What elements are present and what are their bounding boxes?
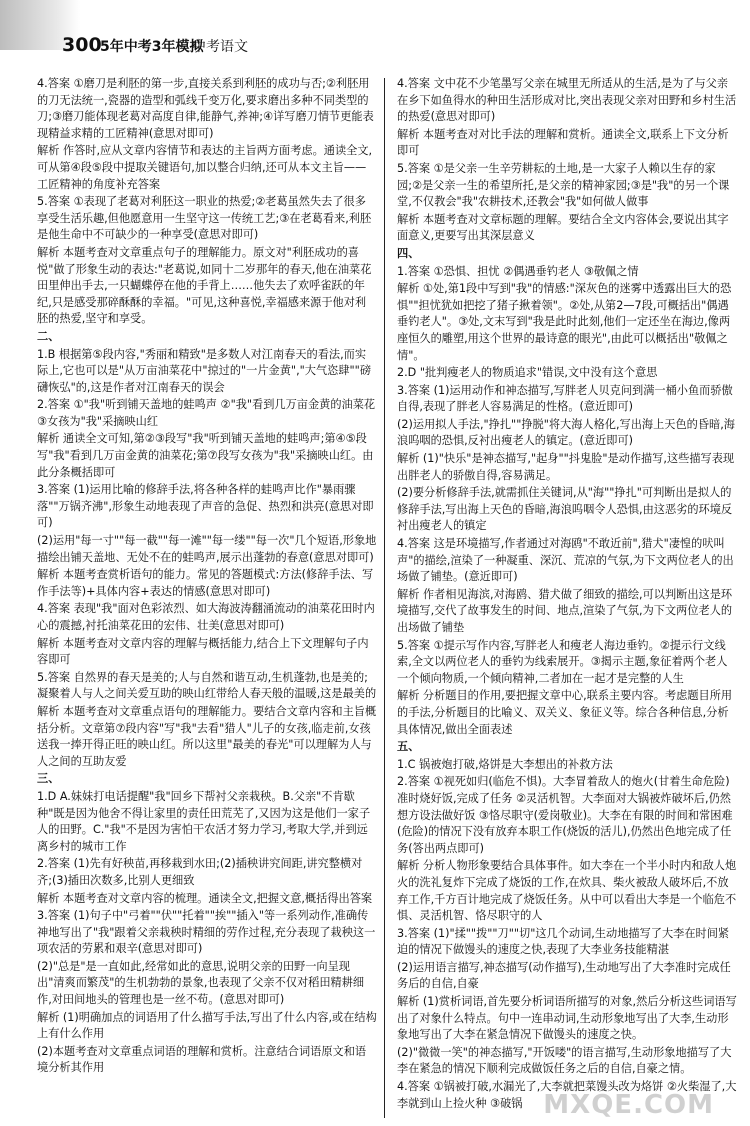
answer-paragraph: 解析 分析人物形象要结合具体事件。如大李在一个半小时内和敌人炮火的洗礼复炸下完成了烧饭的工作,在炊具、柴火被敌人破坏后,不放弃工作,千方百计地完成了烧饭任务。从中可以看出大李是一个临危不惧、灵活机智、恪尽职守的人 bbox=[397, 859, 737, 923]
answer-paragraph: 1.C 锅被炮打破,烙饼是大李想出的补救方法 bbox=[397, 757, 613, 771]
answer-paragraph: 解析 本题考查对对比手法的理解和赏析。通读全文,联系上下文分析即可 bbox=[397, 127, 729, 158]
answer-paragraph: 2.答案 ①视死如归(临危不惧)。大李冒着敌人的炮火(甘着生命危险)准时烧好饭,完成了任务 ②灵活机智。大李面对大锅被炸破坏后,仍然想方设法做好饭 ③恪尽职守(爱岗敬业)。大李在有限的时间和常困难(危险)的情况下没有放弃本职工作(烧饭的活儿),仍然出色地完成了任务(答出两点即可) bbox=[397, 775, 733, 855]
watermark: MXQE.COM bbox=[543, 1090, 714, 1120]
answer-paragraph: 2.答案 (1)先有好秧苗,再移栽到水田;(2)插秧讲究间距,讲究整横对齐;(3)插田次数多,比别人更细致 bbox=[37, 857, 363, 887]
answer-paragraph: (2)运用拟人手法,"挣扎""挣脱"将大海人格化,写出海上天色的昏暗,海浪呜咽的恐惧,反衬出瘦老人的镇定。(意近即可) bbox=[397, 417, 735, 448]
answer-paragraph: 四、 bbox=[397, 246, 420, 260]
answer-paragraph: 三、 bbox=[37, 772, 60, 786]
answer-paragraph: (2)运用"每一寸""每一截""每一滩""每一缕""每一次"几个短语,形象地描绘出铺天盖地、无处不在的蛙鸣声,展示出蓬勃的春意(意思对即可) bbox=[37, 534, 377, 564]
answer-paragraph: 3.答案 (1)运用动作和神态描写,写胖老人贝克问到满一桶小鱼而骄傲自得,表现了胖老人容易满足的性格。(意近即可) bbox=[397, 383, 733, 414]
left-column bbox=[37, 76, 377, 1078]
answer-paragraph: 解析 本题考查对文章内容的梳理。通读全文,把握文意,概括得出答案 bbox=[37, 891, 373, 905]
answer-paragraph: (2)本题考查对文章重点词语的理解和赏析。注意结合词语原文和语境分析其作用 bbox=[37, 1044, 367, 1075]
answer-paragraph: 4.答案 ①锅被打破,水漏光了,大李就把菜馒头改为烙饼 ②火柴湿了,大李就到山上捡火种 ③破锅 bbox=[397, 1080, 737, 1110]
answer-paragraph: 解析 本题考查对文章重点语句的理解能力。要结合文章内容和主旨概括分析。文章第⑦段内容"写"我"去看"猎人"儿子的女孩,临走前,女孩送我一捧开得正旺的映山红。所以这里"最美的春光"可以理解为人与人之间的互助友爱 bbox=[37, 704, 377, 768]
answer-paragraph: 3.答案 (1)运用比喻的修辞手法,将各种各样的蛙鸣声比作"暴雨骤落""万锅齐沸",形象生动地表现了声音的急促、热烈和洪亮(意思对即可) bbox=[37, 483, 374, 530]
right-column bbox=[397, 76, 737, 1113]
answer-paragraph: 解析 通读全文可知,第②③段写"我"听到铺天盖地的蛙鸣声;第④⑤段写"我"看到几万亩金黄的油菜花;第⑦段写女孩为"我"采摘映山红。由此分条概括即可 bbox=[37, 432, 374, 479]
answer-paragraph: 1.D A.妹妹打电话提醒"我"回乡下帮衬父亲栽秧。B.父亲"不肯歇种"既是因为他舍不得让家里的责任田荒芜了,又因为这是他们一家子人的田野。C."我"不是因为害怕干农活才努力学习,考取大学,并到远离乡村的城市工作 bbox=[37, 789, 371, 853]
answer-paragraph: 解析 (1)"快乐"是神态描写,"起身""抖鬼脸"是动作描写,这些描写表现出胖老人的骄傲自得,容易满足。 bbox=[397, 452, 735, 482]
answer-paragraph: 5.答案 ①是父亲一生辛劳耕耘的土地,是一大家子人赖以生存的家园;②是父亲一生的希望所托,是父亲的精神家园;③是"我"的另一个课堂,不仅教会"我"农耕技术,还教会"我"如何做人做事 bbox=[397, 161, 730, 209]
answer-paragraph: 4.答案 表现"我"面对色彩浓烈、如大海波涛翻涌流动的油菜花田时内心的震撼,衬托油菜花田的宏伟、壮美(意思对即可) bbox=[37, 602, 375, 632]
answer-paragraph: 1.B 根据第⑤段内容,"秀丽和精致"是多数人对江南春天的看法,而实际上,它也可以是"从万亩油菜花中"掠过的"一片金黄","大气恣肆""磅礴恢弘"的,这是作者对江南春天的误会 bbox=[37, 347, 372, 394]
answer-paragraph: 4.答案 文中花不少笔墨写父亲在城里无所适从的生活,是为了与父亲在乡下如鱼得水的种田生活形成对比,突出表现父亲对田野和乡村生活的热爱(意思对即可) bbox=[397, 77, 737, 124]
answer-paragraph: 二、 bbox=[37, 329, 60, 343]
answer-paragraph: 解析 (1)赏析词语,首先要分析词语所描写的对象,然后分析这些词语写出了对象什么特点。句中一连串动词,生动形象地写出了大李,生动形象地写出了大李在紧急情况下做馒头的速度之快。 bbox=[397, 995, 737, 1042]
answer-paragraph: 2.D "批判瘦老人的物质追求"错误,文中没有这个意思 bbox=[397, 366, 658, 380]
page-header bbox=[0, 0, 750, 56]
answer-paragraph: 1.答案 ①恐惧、担忧 ②偶遇垂钓老人 ③敬佩之情 bbox=[397, 264, 639, 278]
book-title: 5年中考3年模拟 bbox=[100, 39, 204, 55]
answer-paragraph: 4.答案 这是环境描写,作者通过对海鸥"不敢近前",猎犬"凄惶的吠叫声"的描绘,渲染了一种凝重、深沉、荒凉的气氛,为下文两位老人的出场做了铺垫。(意近即可) bbox=[397, 537, 734, 584]
answer-paragraph: 解析 作者相见海滨,对海鸥、猎犬做了细致的描绘,可以判断出这是环境描写,交代了故事发生的时间、地点,渲染了气氛,为下文两位老人的出场做了铺垫 bbox=[397, 587, 733, 634]
answer-paragraph: 五、 bbox=[397, 740, 420, 754]
column-divider bbox=[384, 78, 385, 1118]
answer-paragraph: 解析 本题考查对文章标题的理解。要结合全文内容体会,要说出其字面意义,更要写出其深层意义 bbox=[397, 212, 729, 243]
subject-label: 中考语文 bbox=[192, 39, 248, 55]
answer-paragraph: 3.答案 (1)句子中"弓着""伏""托着""挨""插入"等一系列动作,准确传神地写出了"我"跟着父亲栽秧时精细的劳作过程,充分表现了栽秧这一项农活的劳累和艰辛(意思对即可) bbox=[37, 909, 376, 956]
answer-paragraph: 解析 作答时,应从文章内容情节和表达的主旨两方面考虑。通读全文,可从第④段⑤段中提取关键语句,加以整合归纳,还可从本文主旨——工匠精神的角度补充答案 bbox=[37, 144, 373, 191]
answer-paragraph: 解析 分析题目的作用,要把握文章中心,联系主要内容。考虑题目所用的手法,分析题目的比喻义、双关义、象征义等。综合各种信息,分析具体情况,做出全面表述 bbox=[397, 689, 733, 736]
answer-paragraph: 5.答案 ①提示写作内容,写胖老人和瘦老人海边垂钓。②提示行文线索,全文以两位老人的垂钓为线索展开。③揭示主题,象征着两个老人一个倾向物质,一个倾向精神,二者加在一起才是完整的人生 bbox=[397, 638, 728, 685]
page-number: 300 bbox=[62, 34, 102, 56]
answer-paragraph: (2)要分析修辞手法,就需抓住关键词,从"海""挣扎"可判断出是拟人的修辞手法,写出海上天色的昏暗,海浪呜咽令人恐惧,由这恶劣的环境反衬出瘦老人的镇定 bbox=[397, 486, 733, 533]
answer-paragraph: 解析 (1)明确加点的词语用了什么描写手法,写出了什么内容,或在结构上有什么作用 bbox=[37, 1010, 377, 1041]
answer-paragraph: 解析 本题考查赏析语句的能力。常见的答题模式:方法(修辞手法、写作手法等)+具体内容+表达的情感(意思对即可) bbox=[37, 568, 374, 598]
answer-paragraph: (2)运用语言描写,神态描写(动作描写),生动地写出了大李准时完成任务后的自信,自豪 bbox=[397, 960, 731, 991]
answer-paragraph: 解析 本题考查对文章内容的理解与概括能力,结合上下文理解句子内容即可 bbox=[37, 636, 369, 667]
answer-paragraph: (2)"微微一笑"的神态描写,"开饭喽"的语言描写,生动形象地描写了大李在紧急的情况下顺利完成做饭任务之后的自信,自豪之情。 bbox=[397, 1045, 732, 1076]
answer-paragraph: 3.答案 (1)"揉""拨""刀""切"这几个动词,生动地描写了大李在时间紧迫的情况下做馒头的速度之快,表现了大李业务技能精湛 bbox=[397, 926, 730, 957]
answer-paragraph: 5.答案 ①表现了老葛对利胚这一职业的热爱;②老葛虽然失去了很多享受生活乐趣,但他愿意用一生坚守这一传统工艺;③在老葛看来,利胚是他生命中不可缺少的一种享受(意思对即可) bbox=[37, 195, 372, 242]
answer-paragraph: 解析 ①处,第1段中写到"我"的情感:"深灰色的迷雾中透露出巨大的恐惧""担忧犹如把挖了猪子揪着领"。②处,从第2—7段,可概括出"偶遇垂钓老人"。③处,文末写到"我是此时此刻,他们一定还坐在海边,像两座恒久的雕塑,用这个世界的最诗意的眼光",由此可以概括出"敬佩之情"。 bbox=[397, 282, 732, 362]
answer-paragraph: (2)"总是"是一直如此,经常如此的意思,说明父亲的田野一向呈现出"清爽而繁茂"的生机勃勃的景象,也表现了父亲不仅对稻田精耕细作,对田间地头的管理也是一丝不苟。(意思对即可) bbox=[37, 959, 365, 1007]
answer-paragraph: 解析 本题考查对文章重点句子的理解能力。原文对"利胚成功的喜悦"做了形象生动的表达:"老葛说,如同十二岁那年的春天,他在油菜花田里伸出手去,一只蝴蝶停在他的手背上……他失去了欢呼雀跃的年纪,只是感受那碎酥酥的幸福。"可见,这种喜悦,幸福感来源于他对利胚的热爱,坚守和享受。 bbox=[37, 245, 372, 326]
answer-paragraph: 5.答案 自然界的春天是美的;人与自然和谐互动,生机蓬勃,也是美的;凝聚着人与人之间关爱互助的映山红带给人春天般的温暖,这是最美的 bbox=[37, 670, 377, 701]
answer-paragraph: 4.答案 ①磨刀是利胚的第一步,直接关系到利胚的成功与否;②利胚用的刀无法统一,瓷器的造型和弧线千变万化,要求磨出多种不同类型的刀;③磨刀能体现老葛对高度自律,能静气,养神;④详写磨刀情节更能表现精益求精的工匠精神(意思对即可) bbox=[37, 77, 374, 140]
answer-paragraph: 2.答案 ①"我"听到铺天盖地的蛙鸣声 ②"我"看到几万亩金黄的油菜花 ③女孩为"我"采摘映山红 bbox=[37, 398, 376, 428]
